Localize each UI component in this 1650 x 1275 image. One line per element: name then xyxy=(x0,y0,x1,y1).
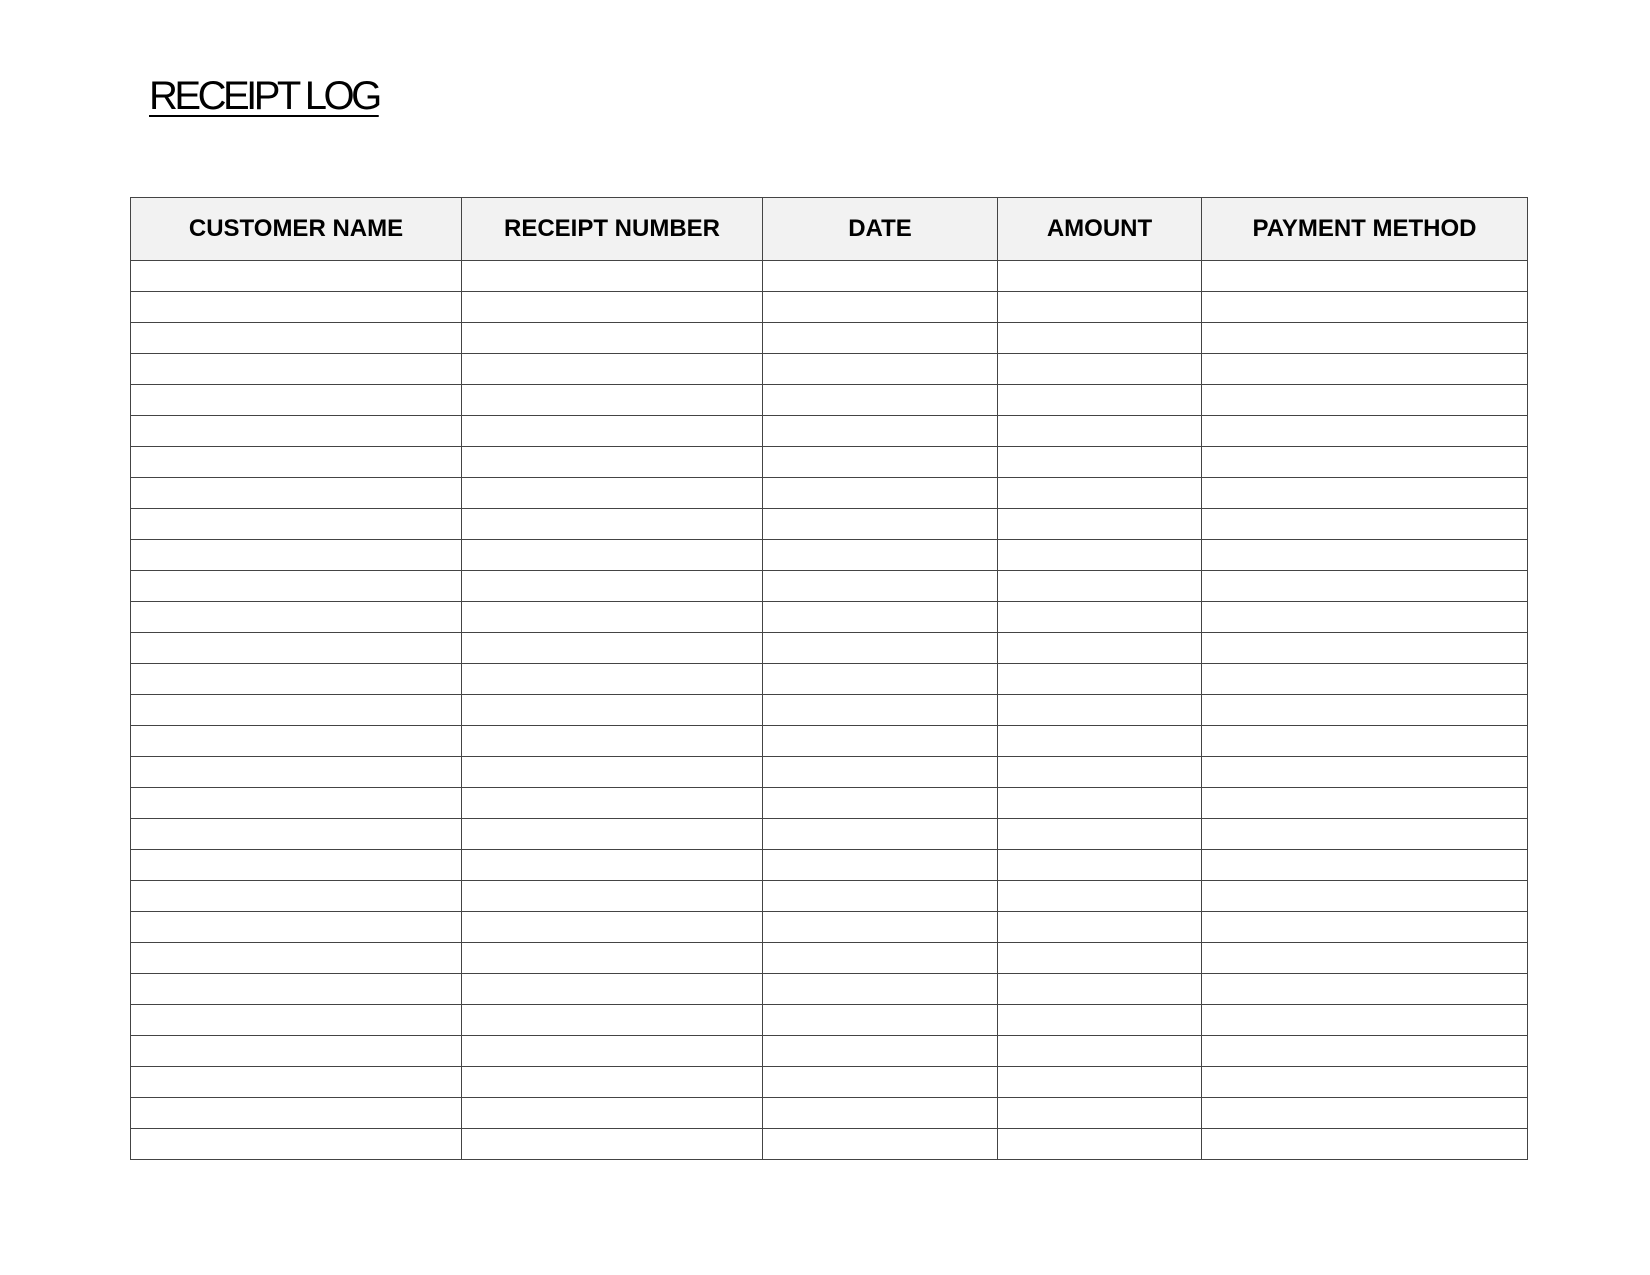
table-row xyxy=(131,912,1528,943)
cell-date xyxy=(763,478,998,509)
cell-receipt-number xyxy=(462,912,763,943)
table-row xyxy=(131,1098,1528,1129)
cell-date xyxy=(763,354,998,385)
cell-customer-name xyxy=(131,695,462,726)
cell-amount xyxy=(998,726,1202,757)
cell-customer-name xyxy=(131,602,462,633)
cell-date xyxy=(763,912,998,943)
column-header-payment-method: PAYMENT METHOD xyxy=(1202,198,1528,261)
table-row xyxy=(131,602,1528,633)
cell-payment-method xyxy=(1202,974,1528,1005)
cell-payment-method xyxy=(1202,602,1528,633)
cell-receipt-number xyxy=(462,540,763,571)
cell-receipt-number xyxy=(462,509,763,540)
cell-receipt-number xyxy=(462,881,763,912)
cell-payment-method xyxy=(1202,1067,1528,1098)
cell-customer-name xyxy=(131,447,462,478)
cell-payment-method xyxy=(1202,1036,1528,1067)
cell-date xyxy=(763,633,998,664)
cell-date xyxy=(763,540,998,571)
cell-receipt-number xyxy=(462,261,763,292)
cell-customer-name xyxy=(131,1005,462,1036)
column-header-customer-name: CUSTOMER NAME xyxy=(131,198,462,261)
cell-customer-name xyxy=(131,726,462,757)
cell-date xyxy=(763,881,998,912)
cell-payment-method xyxy=(1202,726,1528,757)
cell-receipt-number xyxy=(462,850,763,881)
cell-customer-name xyxy=(131,354,462,385)
cell-date xyxy=(763,323,998,354)
cell-receipt-number xyxy=(462,1036,763,1067)
table-row xyxy=(131,354,1528,385)
cell-amount xyxy=(998,819,1202,850)
cell-receipt-number xyxy=(462,1129,763,1160)
cell-payment-method xyxy=(1202,509,1528,540)
cell-payment-method xyxy=(1202,633,1528,664)
cell-receipt-number xyxy=(462,695,763,726)
table-row xyxy=(131,540,1528,571)
table-row xyxy=(131,1129,1528,1160)
cell-payment-method xyxy=(1202,292,1528,323)
cell-customer-name xyxy=(131,633,462,664)
table-row xyxy=(131,1036,1528,1067)
cell-date xyxy=(763,571,998,602)
cell-date xyxy=(763,602,998,633)
cell-payment-method xyxy=(1202,571,1528,602)
cell-customer-name xyxy=(131,943,462,974)
cell-date xyxy=(763,509,998,540)
cell-amount xyxy=(998,881,1202,912)
cell-amount xyxy=(998,509,1202,540)
cell-amount xyxy=(998,757,1202,788)
cell-amount xyxy=(998,447,1202,478)
cell-date xyxy=(763,416,998,447)
table-row xyxy=(131,757,1528,788)
cell-receipt-number xyxy=(462,974,763,1005)
table-row xyxy=(131,943,1528,974)
column-header-amount: AMOUNT xyxy=(998,198,1202,261)
cell-payment-method xyxy=(1202,416,1528,447)
cell-receipt-number xyxy=(462,385,763,416)
cell-amount xyxy=(998,1067,1202,1098)
cell-receipt-number xyxy=(462,943,763,974)
cell-amount xyxy=(998,354,1202,385)
cell-payment-method xyxy=(1202,354,1528,385)
cell-receipt-number xyxy=(462,478,763,509)
cell-receipt-number xyxy=(462,323,763,354)
cell-receipt-number xyxy=(462,1067,763,1098)
cell-customer-name xyxy=(131,540,462,571)
table-row xyxy=(131,850,1528,881)
cell-customer-name xyxy=(131,509,462,540)
cell-receipt-number xyxy=(462,1098,763,1129)
cell-payment-method xyxy=(1202,695,1528,726)
cell-customer-name xyxy=(131,1129,462,1160)
cell-date xyxy=(763,1067,998,1098)
cell-payment-method xyxy=(1202,788,1528,819)
cell-receipt-number xyxy=(462,354,763,385)
cell-payment-method xyxy=(1202,757,1528,788)
cell-payment-method xyxy=(1202,912,1528,943)
cell-date xyxy=(763,726,998,757)
cell-receipt-number xyxy=(462,788,763,819)
cell-amount xyxy=(998,695,1202,726)
cell-customer-name xyxy=(131,292,462,323)
cell-receipt-number xyxy=(462,633,763,664)
cell-payment-method xyxy=(1202,261,1528,292)
table-row xyxy=(131,974,1528,1005)
column-header-date: DATE xyxy=(763,198,998,261)
table-row xyxy=(131,509,1528,540)
table-row xyxy=(131,261,1528,292)
cell-date xyxy=(763,695,998,726)
cell-payment-method xyxy=(1202,385,1528,416)
cell-date xyxy=(763,292,998,323)
cell-amount xyxy=(998,602,1202,633)
cell-receipt-number xyxy=(462,819,763,850)
cell-payment-method xyxy=(1202,664,1528,695)
cell-date xyxy=(763,664,998,695)
table-row xyxy=(131,416,1528,447)
cell-payment-method xyxy=(1202,1005,1528,1036)
cell-amount xyxy=(998,664,1202,695)
cell-amount xyxy=(998,323,1202,354)
cell-receipt-number xyxy=(462,447,763,478)
cell-date xyxy=(763,943,998,974)
table-row xyxy=(131,385,1528,416)
cell-payment-method xyxy=(1202,819,1528,850)
cell-date xyxy=(763,850,998,881)
cell-date xyxy=(763,788,998,819)
cell-date xyxy=(763,261,998,292)
table-row xyxy=(131,633,1528,664)
cell-amount xyxy=(998,1005,1202,1036)
cell-customer-name xyxy=(131,1098,462,1129)
cell-receipt-number xyxy=(462,1005,763,1036)
receipt-log-table xyxy=(130,197,1528,1160)
cell-date xyxy=(763,1129,998,1160)
cell-payment-method xyxy=(1202,850,1528,881)
cell-customer-name xyxy=(131,1067,462,1098)
cell-customer-name xyxy=(131,664,462,695)
table-row xyxy=(131,447,1528,478)
cell-amount xyxy=(998,1098,1202,1129)
cell-amount xyxy=(998,850,1202,881)
page-title: RECEIPT LOG xyxy=(149,74,379,118)
cell-customer-name xyxy=(131,416,462,447)
cell-amount xyxy=(998,478,1202,509)
cell-amount xyxy=(998,540,1202,571)
table-row xyxy=(131,478,1528,509)
table-row xyxy=(131,323,1528,354)
cell-customer-name xyxy=(131,819,462,850)
table-row xyxy=(131,881,1528,912)
cell-amount xyxy=(998,1036,1202,1067)
cell-date xyxy=(763,1036,998,1067)
cell-receipt-number xyxy=(462,664,763,695)
table-row xyxy=(131,819,1528,850)
cell-receipt-number xyxy=(462,757,763,788)
cell-customer-name xyxy=(131,850,462,881)
cell-date xyxy=(763,447,998,478)
cell-payment-method xyxy=(1202,1098,1528,1129)
table-body xyxy=(131,261,1528,1160)
table-row xyxy=(131,695,1528,726)
cell-amount xyxy=(998,571,1202,602)
cell-customer-name xyxy=(131,261,462,292)
cell-customer-name xyxy=(131,757,462,788)
cell-customer-name xyxy=(131,974,462,1005)
cell-payment-method xyxy=(1202,478,1528,509)
cell-amount xyxy=(998,292,1202,323)
cell-date xyxy=(763,385,998,416)
cell-amount xyxy=(998,1129,1202,1160)
cell-amount xyxy=(998,633,1202,664)
cell-date xyxy=(763,974,998,1005)
cell-amount xyxy=(998,912,1202,943)
cell-customer-name xyxy=(131,912,462,943)
cell-payment-method xyxy=(1202,540,1528,571)
table-row xyxy=(131,571,1528,602)
cell-payment-method xyxy=(1202,943,1528,974)
table-row xyxy=(131,726,1528,757)
cell-date xyxy=(763,1005,998,1036)
table-row xyxy=(131,1005,1528,1036)
column-header-receipt-number: RECEIPT NUMBER xyxy=(462,198,763,261)
table-row xyxy=(131,788,1528,819)
cell-customer-name xyxy=(131,1036,462,1067)
cell-payment-method xyxy=(1202,447,1528,478)
cell-receipt-number xyxy=(462,602,763,633)
cell-payment-method xyxy=(1202,881,1528,912)
cell-customer-name xyxy=(131,385,462,416)
cell-receipt-number xyxy=(462,416,763,447)
cell-customer-name xyxy=(131,571,462,602)
cell-customer-name xyxy=(131,478,462,509)
cell-amount xyxy=(998,943,1202,974)
table-row xyxy=(131,664,1528,695)
cell-date xyxy=(763,1098,998,1129)
cell-customer-name xyxy=(131,323,462,354)
cell-amount xyxy=(998,416,1202,447)
cell-receipt-number xyxy=(462,292,763,323)
cell-date xyxy=(763,819,998,850)
cell-amount xyxy=(998,261,1202,292)
cell-payment-method xyxy=(1202,1129,1528,1160)
cell-amount xyxy=(998,788,1202,819)
cell-customer-name xyxy=(131,881,462,912)
cell-receipt-number xyxy=(462,571,763,602)
cell-receipt-number xyxy=(462,726,763,757)
cell-amount xyxy=(998,974,1202,1005)
cell-amount xyxy=(998,385,1202,416)
header-row xyxy=(131,198,1528,261)
table-row xyxy=(131,1067,1528,1098)
cell-payment-method xyxy=(1202,323,1528,354)
cell-date xyxy=(763,757,998,788)
table-row xyxy=(131,292,1528,323)
cell-customer-name xyxy=(131,788,462,819)
